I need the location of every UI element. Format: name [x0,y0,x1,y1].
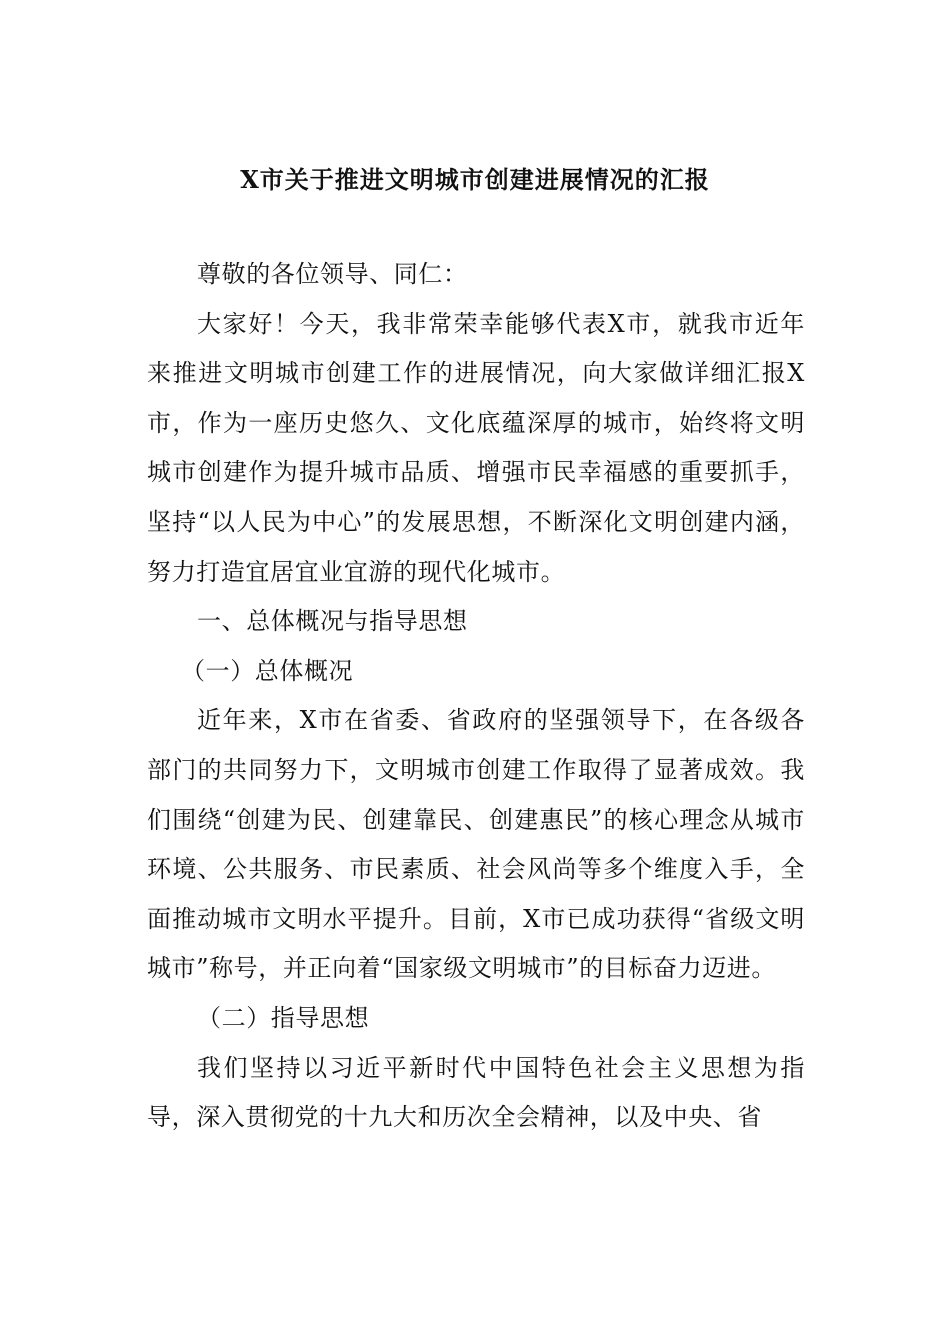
salutation: 尊敬的各位领导、同仁： [197,260,468,288]
overview-paragraph: 近年来，X市在省委、省政府的坚强领导下，在各级各部门的共同努力下，文明城市创建工作取得了显著成效。我们围绕“创建为民、创建靠民、创建惠民”的核心理念从城市环境、公共服务、市民素质、社会风尚等多个维度入手，全面推动城市文明水平提升。目前，X市已成功获得“省级文明城市”称号，并正向着“国家级文明城市”的目标奋力迈进。 [147,706,805,983]
guiding-thought-paragraph: 我们坚持以习近平新时代中国特色社会主义思想为指导，深入贯彻党的十九大和历次全会精神，以及中央、省 [147,1053,805,1132]
document-body [147,250,805,1143]
subsection-heading-overview: （一）总体概况 [181,656,354,685]
section-heading-1: 一、总体概况与指导思想 [197,607,468,636]
subsection-heading-guiding-thought: （二）指导思想 [197,1003,370,1032]
document-title: X市关于推进文明城市创建进展情况的汇报 [240,165,710,194]
intro-paragraph: 大家好！今天，我非常荣幸能够代表X市，就我市近年来推进文明城市创建工作的进展情况，向大家做详细汇报X市，作为一座历史悠久、文化底蕴深厚的城市，始终将文明城市创建作为提升城市品质、增强市民幸福感的重要抓手，坚持“以人民为中心”的发展思想，不断深化文明创建内涵，努力打造宜居宜业宜游的现代化城市。 [147,309,805,586]
